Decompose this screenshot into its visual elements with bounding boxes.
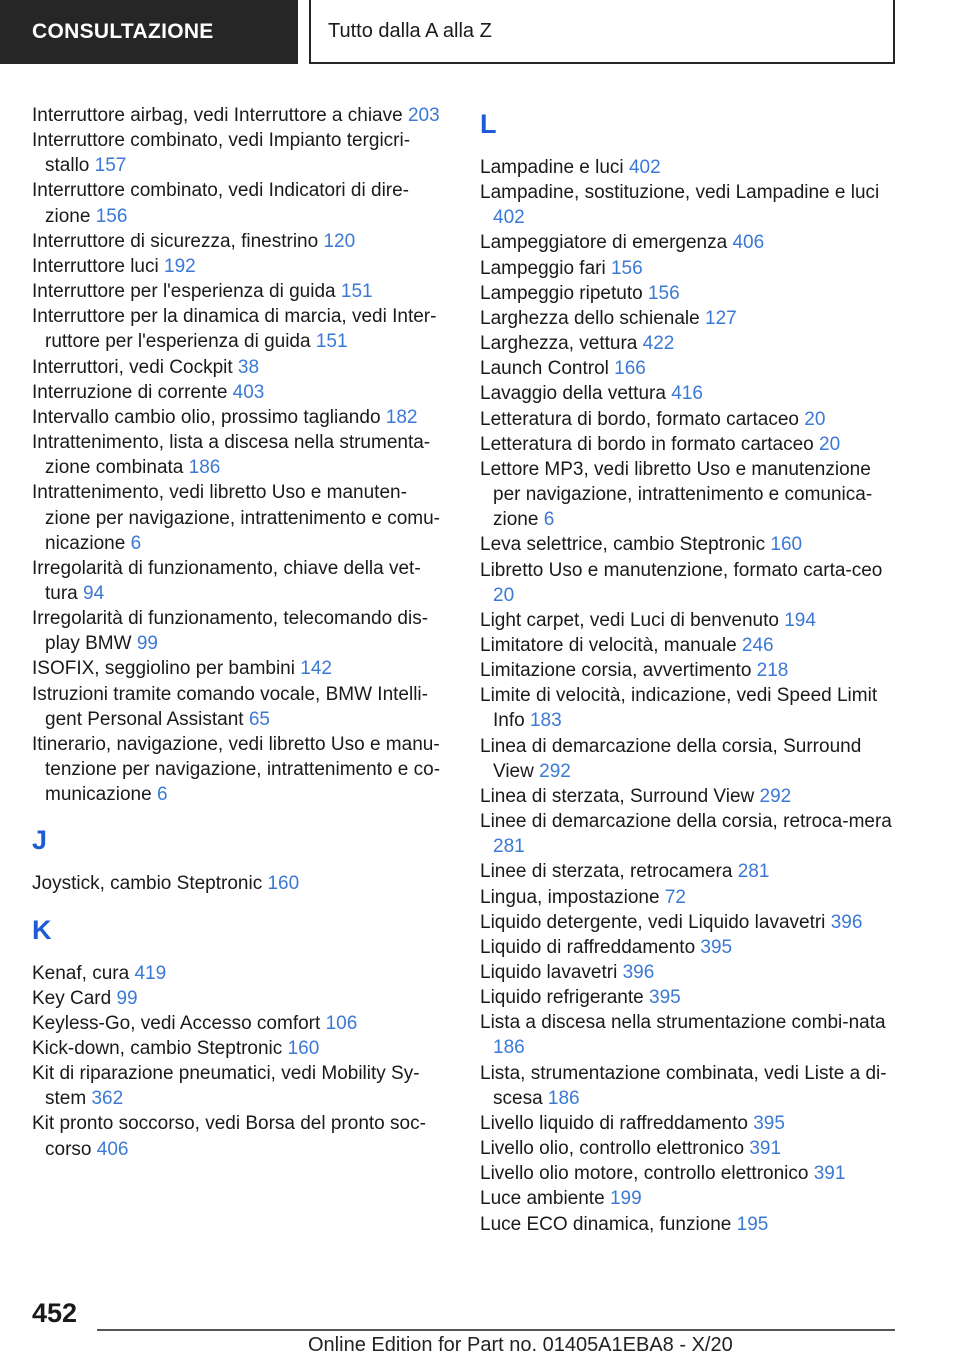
index-entry-text: Kit pronto soccorso, vedi Borsa del pronto soc-corso (32, 1113, 426, 1160)
page-reference-link[interactable]: 20 (493, 584, 515, 606)
index-entry-text: Kit di riparazione pneumatici, vedi Mobility Sy-stem (32, 1063, 420, 1110)
index-letter-heading: K (32, 914, 52, 945)
index-entry (32, 128, 442, 178)
page-reference-link[interactable]: 292 (539, 760, 571, 782)
page-reference-link[interactable]: 120 (323, 230, 356, 252)
index-entry-text: Luce ambiente (480, 1188, 605, 1210)
index-entry-text: Intrattenimento, vedi libretto Uso e manuten-zione per navigazione, intrattenimento e comu-nicazione (32, 482, 441, 554)
index-entry-text: Interruttore combinato, vedi Indicatori di dire-zione (32, 180, 410, 227)
index-entry (480, 256, 895, 281)
page-reference-link[interactable]: 281 (493, 836, 525, 858)
index-entry-text: Libretto Uso e manutenzione, formato carta-ceo (480, 559, 883, 581)
index-entry (32, 986, 442, 1011)
index-entry (480, 432, 895, 457)
index-entry (32, 178, 442, 228)
index-entry (480, 1212, 895, 1237)
page-reference-link[interactable]: 391 (749, 1138, 782, 1160)
page-reference-link[interactable]: 406 (732, 232, 765, 254)
page-reference-link[interactable]: 396 (830, 911, 863, 933)
page-reference-link[interactable]: 99 (116, 987, 138, 1009)
index-entry-text: Letteratura di bordo, formato cartaceo (480, 408, 799, 430)
index-entry (32, 254, 442, 279)
index-entry (32, 229, 442, 254)
index-entry (480, 960, 895, 985)
page-reference-link[interactable]: 395 (753, 1112, 785, 1134)
page-reference-link[interactable]: 395 (700, 936, 733, 958)
index-entry-text: Key Card (32, 987, 112, 1009)
page-reference-link[interactable]: 292 (759, 785, 792, 807)
page-reference-link[interactable]: 20 (804, 408, 826, 430)
index-entry (32, 556, 442, 606)
index-entry (32, 304, 442, 354)
footer-rule (97, 1329, 895, 1331)
page-reference-link[interactable]: 281 (737, 861, 770, 883)
page-reference-link[interactable]: 151 (340, 281, 373, 303)
index-entry (480, 885, 895, 910)
index-entry-text: Linea di demarcazione della corsia, Surround View (480, 735, 862, 782)
page-reference-link[interactable]: 6 (130, 532, 142, 554)
index-entry-text: Interruttore di sicurezza, finestrino (32, 230, 319, 252)
index-entry-text: Larghezza, vettura (480, 333, 638, 355)
index-entry-text: Interruttore per la dinamica di marcia, vedi Inter-ruttore per l'esperienza di guida (32, 306, 437, 353)
page-reference-link[interactable]: 402 (493, 207, 525, 229)
page-reference-link[interactable]: 396 (622, 962, 655, 983)
page-reference-link[interactable]: 166 (614, 358, 646, 380)
page-reference-link[interactable]: 160 (770, 534, 803, 556)
page-reference-link[interactable]: 6 (543, 509, 555, 531)
index-entry-text: Linee di sterzata, retrocamera (480, 861, 733, 883)
page-reference-link[interactable]: 419 (134, 962, 167, 984)
index-entry (480, 230, 895, 255)
page-reference-link[interactable]: 65 (248, 708, 270, 730)
page-reference-link[interactable]: 186 (188, 457, 221, 479)
index-entry-text: Intervallo cambio olio, prossimo tagliando (32, 406, 381, 428)
index-column-right (480, 103, 895, 1237)
page-reference-link[interactable]: 391 (813, 1163, 846, 1185)
index-entry-text: Liquido di raffreddamento (480, 936, 696, 958)
index-entry (480, 683, 895, 733)
section-title: CONSULTAZIONE (32, 20, 214, 43)
page-reference-link[interactable]: 203 (407, 105, 440, 126)
index-entry (32, 1111, 442, 1161)
index-entry (480, 633, 895, 658)
page-reference-link[interactable]: 6 (156, 784, 168, 806)
index-entry-text: Lingua, impostazione (480, 886, 660, 908)
index-column-left (32, 103, 442, 1162)
page-reference-link[interactable]: 218 (756, 660, 789, 682)
page-reference-link[interactable]: 38 (237, 356, 260, 378)
index-entry-text: Larghezza dello schienale (480, 307, 700, 329)
index-entry (480, 356, 895, 381)
index-entry-text: Interruttore airbag, vedi Interruttore a chiave (32, 105, 403, 126)
page-reference-link[interactable]: 362 (91, 1088, 124, 1110)
index-entry (480, 457, 895, 532)
index-entry-text: Lettore MP3, vedi libretto Uso e manutenzione per navigazione, intrattenimento e comunica-zione (480, 458, 873, 531)
index-entry (480, 381, 895, 406)
page-reference-link[interactable]: 395 (649, 987, 681, 1009)
index-entry (480, 985, 895, 1010)
index-entry-text: Interruttore combinato, vedi Impianto tergicri-stallo (32, 130, 411, 177)
index-entry (32, 279, 442, 304)
index-entry-text: Lavaggio della vettura (480, 383, 666, 405)
index-entry (32, 103, 442, 128)
index-entry-text: Lampadine e luci (480, 157, 624, 178)
index-entry (480, 155, 895, 180)
index-entry-text: Lampadine, sostituzione, vedi Lampadine e luci (480, 182, 880, 204)
page-reference-link[interactable]: 151 (315, 331, 348, 353)
index-entry-text: Livello liquido di raffreddamento (480, 1112, 748, 1134)
page-reference-link[interactable]: 94 (83, 582, 105, 604)
index-entry-text: Letteratura di bordo in formato cartaceo (480, 433, 814, 455)
page-reference-link[interactable]: 156 (610, 257, 643, 279)
index-entry-text: Light carpet, vedi Luci di benvenuto (480, 609, 779, 631)
index-entry (480, 306, 895, 331)
index-entry (480, 180, 895, 230)
page-reference-link[interactable]: 194 (784, 609, 816, 631)
index-entry (480, 809, 895, 859)
index-entry-text: ISOFIX, seggiolino per bambini (32, 658, 295, 680)
index-entry-text: Lista a discesa nella strumentazione combi-nata (480, 1012, 886, 1034)
page-number: 452 (32, 1298, 78, 1328)
index-entry-text: Keyless-Go, vedi Accesso comfort (32, 1012, 321, 1034)
chapter-title: Tutto dalla A alla Z (328, 19, 492, 42)
page-reference-link[interactable]: 183 (529, 710, 562, 732)
index-entry (32, 732, 442, 807)
index-entry-text: Irregolarità di funzionamento, telecomando dis-play BMW (32, 608, 429, 655)
index-entry (480, 910, 895, 935)
index-entry (480, 1010, 895, 1060)
index-entry-text: Joystick, cambio Steptronic (32, 873, 263, 895)
page-reference-link[interactable]: 142 (300, 658, 332, 680)
index-entry (480, 1161, 895, 1186)
index-entry-text: Lampeggio fari (480, 257, 606, 279)
index-entry (32, 1061, 442, 1111)
index-entry-text: Intrattenimento, lista a discesa nella strumenta-zione combinata (32, 432, 431, 479)
page-reference-link[interactable]: 157 (94, 155, 127, 177)
page-reference-link[interactable]: 127 (705, 307, 737, 329)
page-reference-link[interactable]: 422 (642, 333, 675, 355)
page-reference-link[interactable]: 72 (664, 886, 686, 908)
index-letter-heading: L (480, 109, 497, 139)
index-entry (32, 682, 442, 732)
index-entry-text: Limite di velocità, indicazione, vedi Speed Limit Info (480, 685, 878, 732)
index-entry-text: Livello olio, controllo elettronico (480, 1138, 745, 1160)
index-entry-text: Lampeggiatore di emergenza (480, 232, 728, 254)
index-entry-text: Kick-down, cambio Steptronic (32, 1038, 283, 1059)
index-entry (32, 430, 442, 480)
page-reference-link[interactable]: 156 (647, 282, 680, 304)
index-entry (32, 871, 442, 896)
page-reference-link[interactable]: 416 (671, 383, 703, 405)
index-entry (480, 935, 895, 960)
index-entry-text: Istruzioni tramite comando vocale, BMW Intelli-gent Personal Assistant (32, 683, 428, 730)
index-entry (480, 734, 895, 784)
index-entry-text: Livello olio motore, controllo elettronico (480, 1163, 809, 1185)
page-reference-link[interactable]: 160 (267, 873, 300, 895)
page-reference-link[interactable]: 106 (325, 1012, 358, 1034)
page-reference-link[interactable]: 192 (164, 255, 196, 277)
index-entry-text: Liquido lavavetri (480, 962, 618, 983)
index-entry-text: Irregolarità di funzionamento, chiave della vet-tura (32, 557, 421, 604)
index-entry (32, 355, 442, 380)
index-entry-text: Limitatore di velocità, manuale (480, 634, 737, 656)
page-reference-link[interactable]: 99 (136, 633, 158, 655)
footer-edition-text: Online Edition for Part no. 01405A1EBA8 - X/20 (308, 1334, 733, 1356)
index-entry-text: Liquido detergente, vedi Liquido lavavetri (480, 911, 826, 933)
page-reference-link[interactable]: 402 (628, 157, 661, 178)
index-entry (480, 407, 895, 432)
index-entry-text: Interruzione di corrente (32, 381, 228, 403)
page-reference-link[interactable]: 246 (741, 634, 774, 656)
index-entry-text: Leva selettrice, cambio Steptronic (480, 534, 766, 556)
index-entry-text: Kenaf, cura (32, 962, 130, 984)
page-reference-link[interactable]: 182 (385, 406, 418, 428)
index-entry (480, 1111, 895, 1136)
index-entry (32, 656, 442, 681)
index-entry (32, 961, 442, 986)
page-reference-link[interactable]: 403 (232, 381, 265, 403)
index-entry-text: Interruttore per l'esperienza di guida (32, 281, 336, 303)
page-reference-link[interactable]: 156 (95, 205, 128, 227)
index-entry (480, 658, 895, 683)
index-entry (480, 1136, 895, 1161)
index-entry-text: Interruttori, vedi Cockpit (32, 356, 233, 378)
index-entry-text: Interruttore luci (32, 255, 159, 277)
index-entry (32, 380, 442, 405)
index-entry (480, 281, 895, 306)
index-letter-heading: J (32, 825, 48, 856)
index-entry-text: Itinerario, navigazione, vedi libretto Uso e manu-tenzione per navigazione, intrattenimento e co-municazione (32, 733, 441, 806)
index-entry-text: Lista, strumentazione combinata, vedi Liste a di-scesa (480, 1062, 887, 1109)
index-entry (32, 606, 442, 656)
page-reference-link[interactable]: 199 (609, 1188, 642, 1210)
index-entry (32, 1011, 442, 1036)
page-reference-link[interactable]: 186 (493, 1037, 525, 1059)
index-entry (480, 558, 895, 608)
index-entry (480, 331, 895, 356)
index-entry-text: Lampeggio ripetuto (480, 282, 643, 304)
index-entry (32, 405, 442, 430)
index-entry-text: Limitazione corsia, avvertimento (480, 660, 752, 682)
section-tab (0, 0, 298, 64)
index-entry (480, 1186, 895, 1211)
index-entry (480, 1061, 895, 1111)
index-entry (480, 532, 895, 557)
index-entry (480, 859, 895, 884)
page-reference-link[interactable]: 195 (736, 1213, 769, 1235)
page-reference-link[interactable]: 20 (819, 433, 841, 455)
page-reference-link[interactable]: 186 (547, 1087, 580, 1109)
index-entry (32, 480, 442, 555)
page-reference-link[interactable]: 406 (96, 1138, 129, 1160)
index-entry-text: Launch Control (480, 358, 609, 380)
index-entry-text: Liquido refrigerante (480, 987, 644, 1009)
index-entry-text: Luce ECO dinamica, funzione (480, 1213, 732, 1235)
index-entry (32, 1036, 442, 1061)
page-reference-link[interactable]: 160 (287, 1038, 320, 1059)
index-entry (480, 608, 895, 633)
chapter-header (309, 0, 895, 64)
index-entry-text: Linea di sterzata, Surround View (480, 785, 755, 807)
index-entry (480, 784, 895, 809)
index-entry-text: Linee di demarcazione della corsia, retroca-mera (480, 811, 892, 833)
